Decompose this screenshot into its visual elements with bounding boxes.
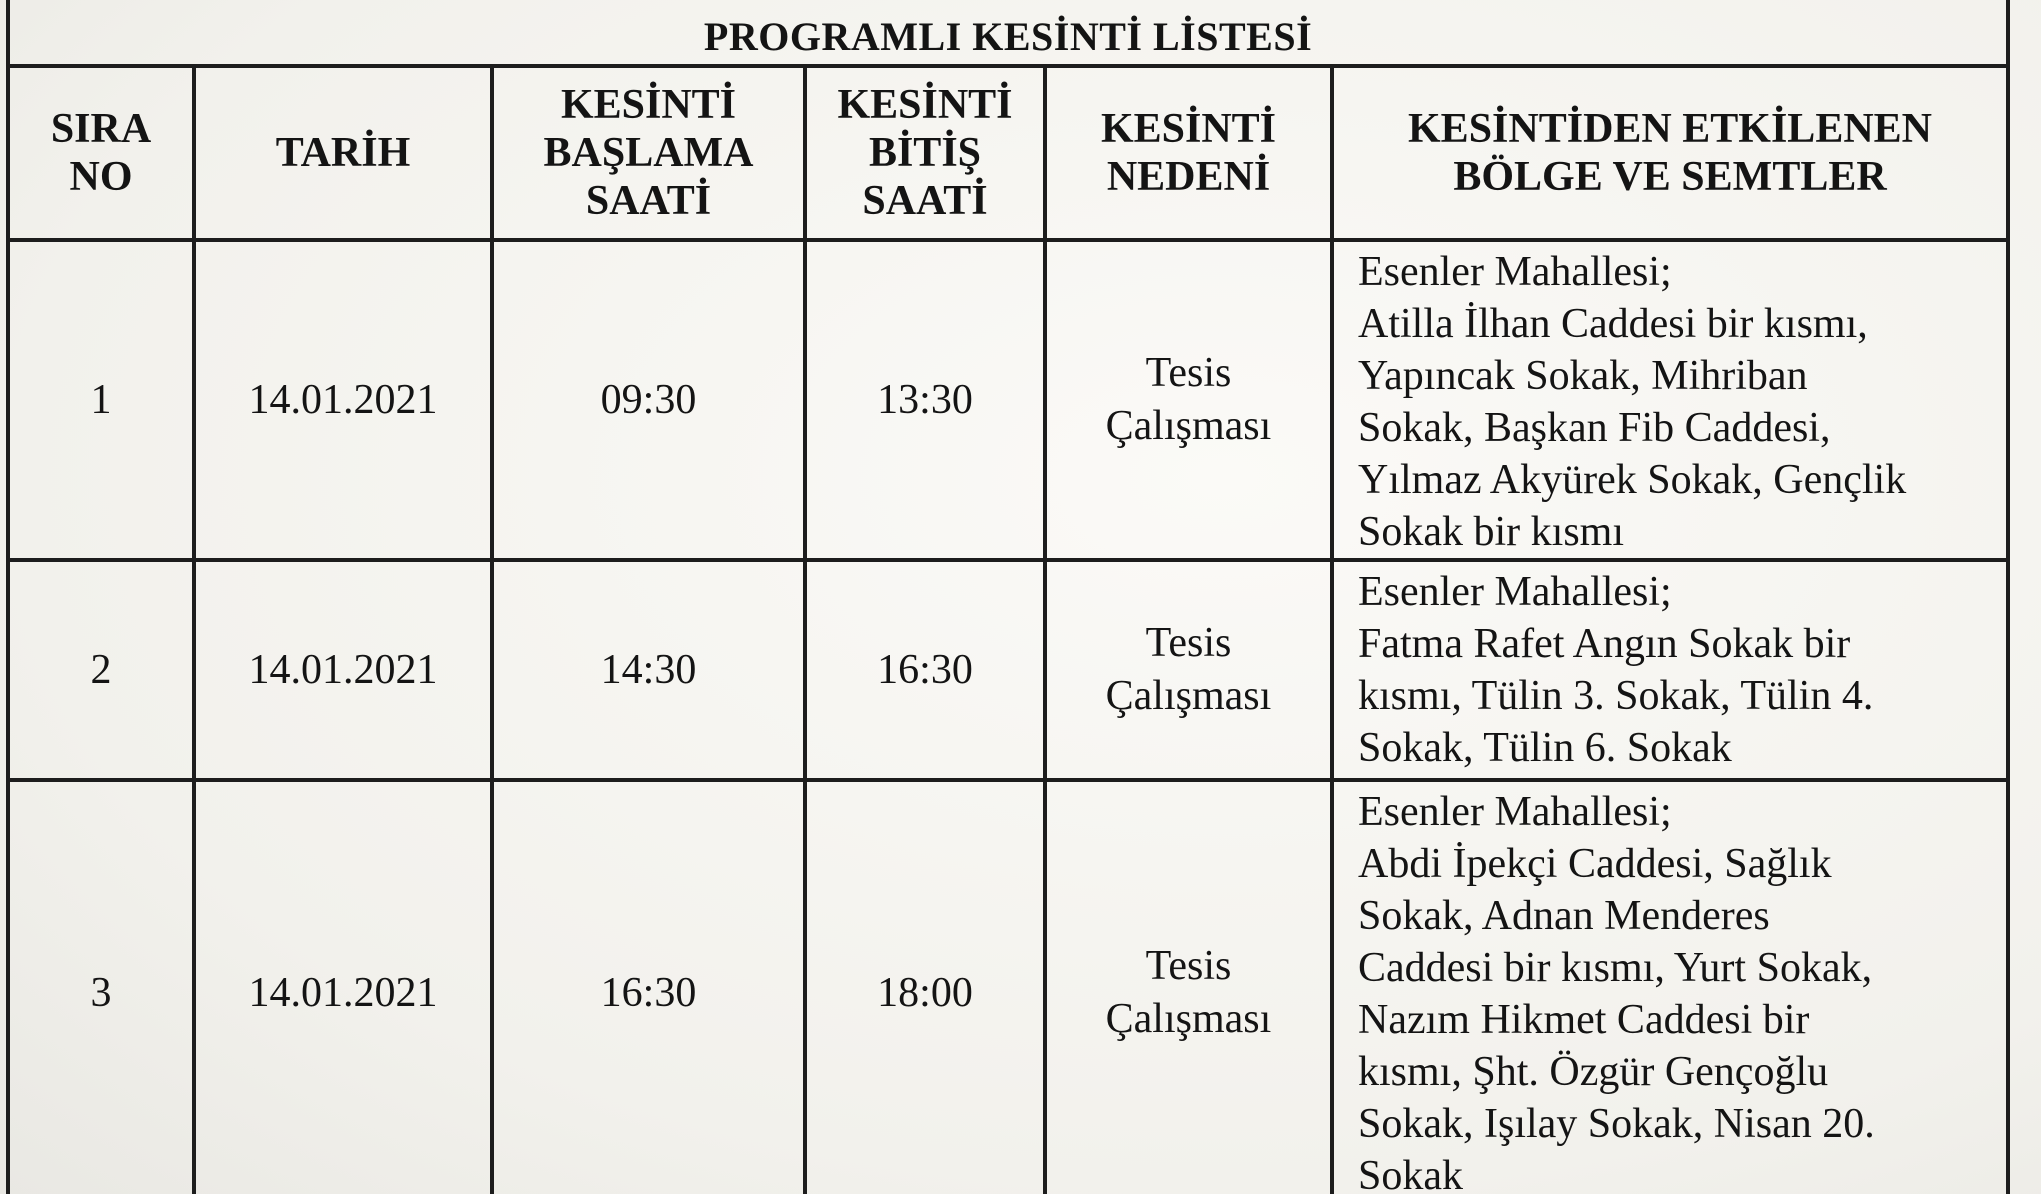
cell-neden: Tesis Çalışması	[1045, 560, 1332, 780]
header-tarih: TARİH	[194, 66, 492, 240]
cell-baslama: 09:30	[492, 240, 805, 560]
header-kesinti-baslama-saati: KESİNTİ BAŞLAMA SAATİ	[492, 66, 805, 240]
cell-sira: 1	[8, 240, 194, 560]
header-kesinti-bitis-saati: KESİNTİ BİTİŞ SAATİ	[805, 66, 1045, 240]
cell-bolge: Esenler Mahallesi; Abdi İpekçi Caddesi, Sağlık Sokak, Adnan Menderes Caddesi bir kısmı, Yurt Sokak, Nazım Hikmet Caddesi bir kısmı, Şht. Özgür Gençoğlu Sokak, Işılay Sokak, Nisan 20. Sokak	[1332, 780, 2008, 1194]
header-row	[8, 66, 2008, 240]
table-row	[8, 780, 2008, 1194]
cell-neden: Tesis Çalışması	[1045, 780, 1332, 1194]
cell-neden: Tesis Çalışması	[1045, 240, 1332, 560]
table-row	[8, 240, 2008, 560]
table-row	[8, 560, 2008, 780]
cell-bitis: 18:00	[805, 780, 1045, 1194]
header-sira-no: SIRA NO	[8, 66, 194, 240]
outage-table	[6, 0, 2010, 1194]
cell-bitis: 13:30	[805, 240, 1045, 560]
header-kesinti-nedeni: KESİNTİ NEDENİ	[1045, 66, 1332, 240]
cell-tarih: 14.01.2021	[194, 240, 492, 560]
cell-bolge: Esenler Mahallesi; Fatma Rafet Angın Sokak bir kısmı, Tülin 3. Sokak, Tülin 4. Sokak, Tülin 6. Sokak	[1332, 560, 2008, 780]
cell-bolge: Esenler Mahallesi; Atilla İlhan Caddesi bir kısmı, Yapıncak Sokak, Mihriban Sokak, Başkan Fib Caddesi, Yılmaz Akyürek Sokak, Gençlik Sokak bir kısmı	[1332, 240, 2008, 560]
cell-bitis: 16:30	[805, 560, 1045, 780]
cell-sira: 2	[8, 560, 194, 780]
table-title: PROGRAMLI KESİNTİ LİSTESİ	[8, 0, 2008, 66]
cell-baslama: 14:30	[492, 560, 805, 780]
header-etkilenen-bolge: KESİNTİDEN ETKİLENEN BÖLGE VE SEMTLER	[1332, 66, 2008, 240]
cell-sira: 3	[8, 780, 194, 1194]
cell-tarih: 14.01.2021	[194, 780, 492, 1194]
cell-tarih: 14.01.2021	[194, 560, 492, 780]
cell-baslama: 16:30	[492, 780, 805, 1194]
